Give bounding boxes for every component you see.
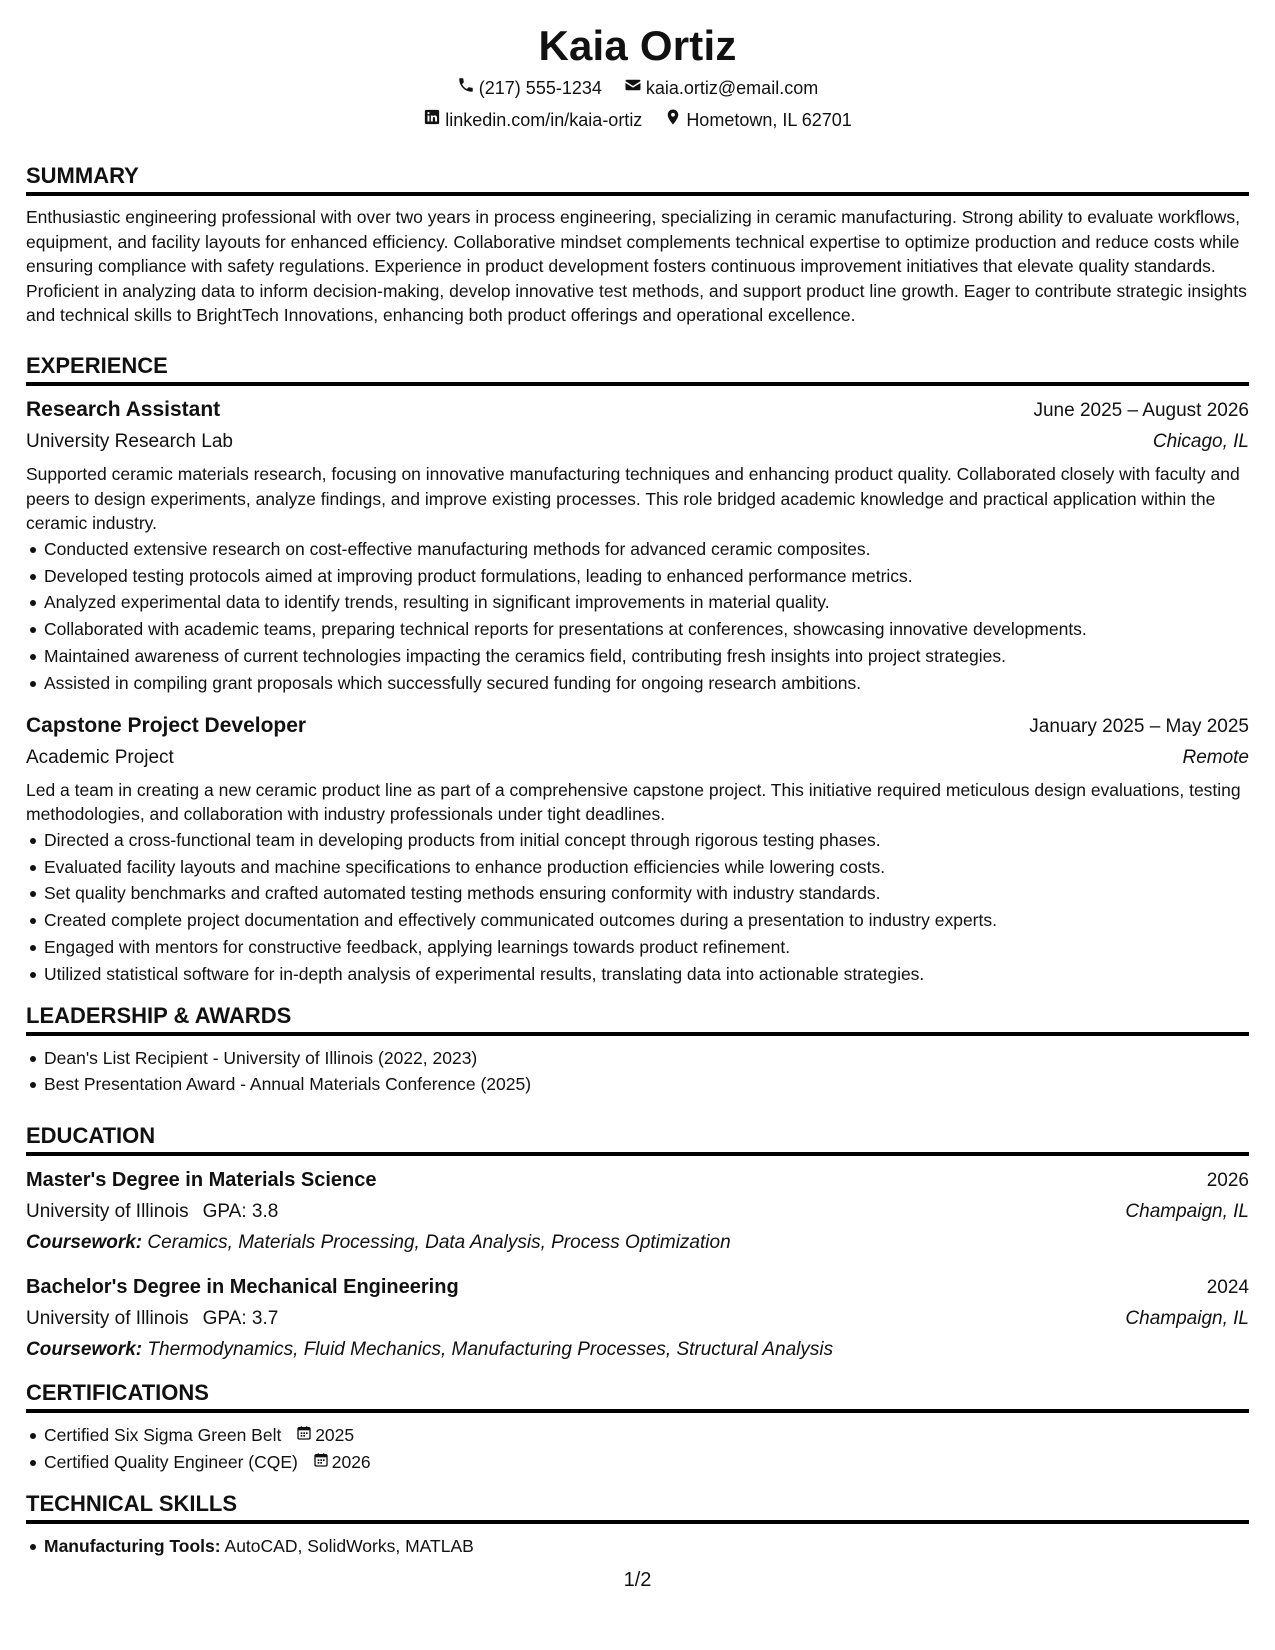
education-entry <box>26 1272 1249 1365</box>
list-item: Assisted in compiling grant proposals which successfully secured funding for ongoing research ambitions. <box>44 670 1249 697</box>
skill-label: Manufacturing Tools: <box>44 1535 221 1556</box>
experience-entry <box>26 711 1249 988</box>
coursework <box>26 1228 1249 1258</box>
contact-location <box>664 108 851 132</box>
contact-email[interactable] <box>624 76 818 100</box>
map-pin-icon <box>664 108 682 132</box>
entry-subheader <box>26 742 1249 774</box>
coursework-text: Thermodynamics, Fluid Mechanics, Manufacturing Processes, Structural Analysis <box>147 1339 834 1361</box>
resume-page <box>26 20 1249 1559</box>
list-item: Analyzed experimental data to identify trends, resulting in significant improvements in material quality. <box>44 589 1249 616</box>
organization: Academic Project <box>26 746 174 768</box>
email-text: kaia.ortiz@email.com <box>645 78 819 98</box>
list-item: Developed testing protocols aimed at improving product formulations, leading to enhanced performance metrics. <box>44 563 1249 590</box>
certifications-section <box>26 1379 1249 1476</box>
school-name: University of Illinois <box>26 1308 189 1330</box>
coursework-label: Coursework: <box>26 1339 143 1361</box>
calendar-icon <box>313 1449 329 1476</box>
certification-name: Certified Quality Engineer (CQE) <box>44 1451 298 1472</box>
linkedin-text: linkedin.com/in/kaia-ortiz <box>445 110 643 130</box>
coursework <box>26 1335 1249 1365</box>
phone-icon <box>457 76 475 100</box>
summary-text: Enthusiastic engineering professional with over two years in process engineering, specializing in ceramic manufacturing. Strong ability to evaluate workflows, equipment, and facility layouts for enhanced efficiency. Collaborative mindset complements technical expertise to optimize production and reduce costs while ensuring compliance with safety regulations. Experience in product development fosters continuous improvement initiatives that elevate quality standards. Proficient in analyzing data to inform decision-making, develop innovative test methods, and support product line growth. Eager to contribute strategic insights and technical skills to BrightTech Innovations, enhancing both product offerings and operational excellence. <box>26 207 1247 326</box>
linkedin-icon <box>423 108 441 132</box>
certification-date <box>296 1422 354 1449</box>
school-line <box>26 1304 278 1334</box>
list-item: Directed a cross-functional team in developing products from initial concept through rigorous testing phases. <box>44 827 1249 854</box>
list-item: Set quality benchmarks and crafted automated testing methods ensuring conformity with industry standards. <box>44 880 1249 907</box>
awards-list <box>26 1045 1249 1099</box>
education-section <box>26 1122 1249 1365</box>
envelope-icon <box>624 76 642 100</box>
degree-title: Bachelor's Degree in Mechanical Engineering <box>26 1276 459 1299</box>
education-header <box>26 1272 1249 1303</box>
coursework-label: Coursework: <box>26 1232 143 1254</box>
job-location: Chicago, IL <box>1152 430 1249 452</box>
skill-value: AutoCAD, SolidWorks, MATLAB <box>224 1535 474 1556</box>
section-title: TECHNICAL SKILLS <box>26 1490 1249 1524</box>
job-title: Research Assistant <box>26 397 221 421</box>
section-title: EDUCATION <box>26 1122 1249 1156</box>
certification-name: Certified Six Sigma Green Belt <box>44 1425 282 1446</box>
certifications-list <box>26 1422 1249 1476</box>
certification-year: 2026 <box>331 1451 371 1472</box>
job-description: Led a team in creating a new ceramic product line as part of a comprehensive capstone project. This initiative required meticulous design evaluations, testing methodologies, and collaboration with industry professionals under tight deadlines. <box>26 779 1241 825</box>
candidate-name: Kaia Ortiz <box>538 22 737 69</box>
list-item: Engaged with mentors for constructive feedback, applying learnings towards product refinement. <box>44 934 1249 961</box>
certification-year: 2025 <box>315 1425 355 1446</box>
school-name: University of Illinois <box>26 1201 189 1223</box>
contact-linkedin[interactable] <box>423 108 642 132</box>
contact-row-1 <box>26 76 1249 100</box>
list-item: Utilized statistical software for in-depth analysis of experimental results, translating data into actionable strategies. <box>44 961 1249 988</box>
section-title: CERTIFICATIONS <box>26 1379 1249 1413</box>
list-item <box>44 1449 1249 1476</box>
list-item: Collaborated with academic teams, preparing technical reports for presentations at conferences, showcasing innovative developments. <box>44 616 1249 643</box>
school-location: Champaign, IL <box>1125 1201 1249 1223</box>
gpa: GPA: 3.7 <box>202 1308 279 1330</box>
list-item: Evaluated facility layouts and machine specifications to enhance production efficiencies while lowering costs. <box>44 854 1249 881</box>
degree-year: 2024 <box>1206 1277 1249 1299</box>
entry-header <box>26 711 1249 742</box>
degree-title: Master's Degree in Materials Science <box>26 1169 377 1192</box>
job-dates: June 2025 – August 2026 <box>1033 399 1249 421</box>
certification-date <box>313 1449 371 1476</box>
gpa: GPA: 3.8 <box>202 1201 279 1223</box>
list-item <box>44 1422 1249 1449</box>
job-location: Remote <box>1182 746 1249 768</box>
section-title: EXPERIENCE <box>26 352 1249 386</box>
education-entry <box>26 1165 1249 1258</box>
school-line <box>26 1197 278 1227</box>
skills-list <box>26 1533 1249 1560</box>
job-bullets <box>26 536 1249 697</box>
phone-text: (217) 555-1234 <box>478 78 602 98</box>
section-title: LEADERSHIP & AWARDS <box>26 1002 1249 1036</box>
contact-phone[interactable] <box>457 76 602 100</box>
job-title: Capstone Project Developer <box>26 713 307 737</box>
coursework-text: Ceramics, Materials Processing, Data Analysis, Process Optimization <box>147 1232 731 1254</box>
job-bullets <box>26 827 1249 988</box>
leadership-section <box>26 1002 1249 1099</box>
section-title: SUMMARY <box>26 162 1249 196</box>
experience-entry <box>26 395 1249 697</box>
skills-section <box>26 1490 1249 1560</box>
list-item <box>44 1533 1249 1560</box>
entry-header <box>26 395 1249 426</box>
education-subheader <box>26 1303 1249 1335</box>
list-item: Conducted extensive research on cost-effective manufacturing methods for advanced ceramic composites. <box>44 536 1249 563</box>
list-item: Maintained awareness of current technologies impacting the ceramics field, contributing fresh insights into project strategies. <box>44 643 1249 670</box>
job-dates: January 2025 – May 2025 <box>1029 715 1249 737</box>
degree-year: 2026 <box>1206 1170 1249 1192</box>
education-subheader <box>26 1196 1249 1228</box>
experience-section <box>26 352 1249 988</box>
list-item: Best Presentation Award - Annual Materials Conference (2025) <box>44 1071 1249 1098</box>
entry-subheader <box>26 426 1249 458</box>
organization: University Research Lab <box>26 430 233 452</box>
list-item: Dean's List Recipient - University of Illinois (2022, 2023) <box>44 1045 1249 1072</box>
location-text: Hometown, IL 62701 <box>686 110 852 130</box>
page-number: 1/2 <box>623 1569 652 1591</box>
list-item: Created complete project documentation and effectively communicated outcomes during a presentation to industry experts. <box>44 907 1249 934</box>
job-description: Supported ceramic materials research, focusing on innovative manufacturing techniques and enhancing product quality. Collaborated closely with faculty and peers to design experiments, analyze findings, and improve existing processes. This role bridged academic knowledge and practical application within the ceramic industry. <box>26 463 1240 534</box>
calendar-icon <box>296 1422 312 1449</box>
summary-section <box>26 162 1249 328</box>
school-location: Champaign, IL <box>1125 1308 1249 1330</box>
education-header <box>26 1165 1249 1196</box>
contact-row-2 <box>26 108 1249 132</box>
